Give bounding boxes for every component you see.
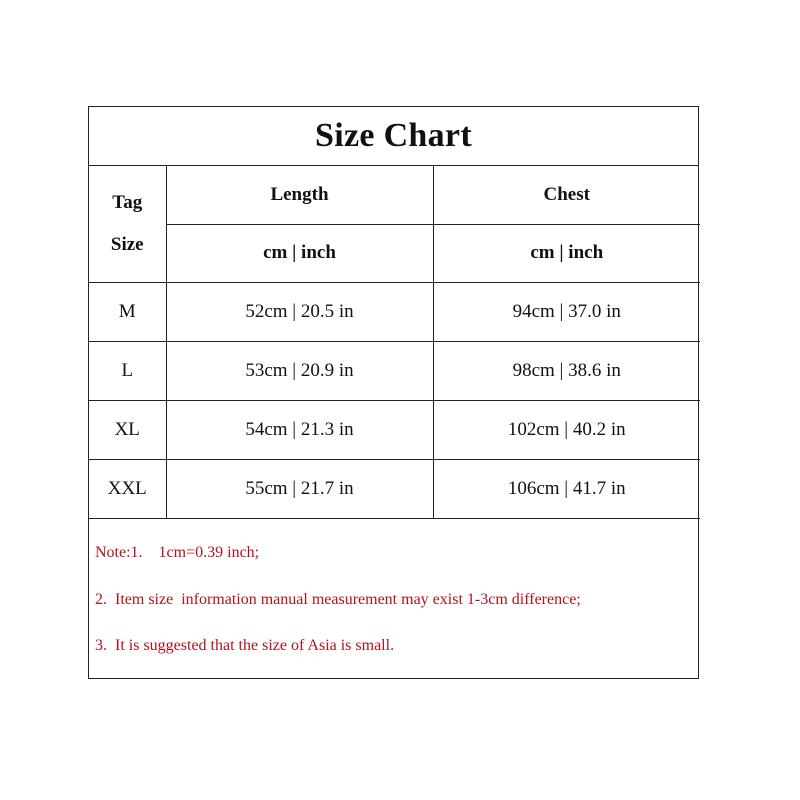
length-unit-header: cm | inch bbox=[166, 224, 433, 282]
chest-cell: 94cm | 37.0 in bbox=[433, 282, 700, 341]
size-label: Size bbox=[110, 233, 144, 255]
chart-title: Size Chart bbox=[89, 107, 698, 166]
table-row bbox=[89, 282, 700, 341]
length-cell: 55cm | 21.7 in bbox=[166, 459, 433, 518]
length-cell: 52cm | 20.5 in bbox=[166, 282, 433, 341]
size-cell: L bbox=[89, 341, 166, 400]
unit-row bbox=[89, 224, 700, 282]
chest-cell: 98cm | 38.6 in bbox=[433, 341, 700, 400]
chest-unit-header: cm | inch bbox=[433, 224, 700, 282]
note-line: 2. Item size information manual measurement may exist 1-3cm difference; bbox=[95, 591, 581, 608]
size-chart bbox=[88, 106, 699, 679]
table-row bbox=[89, 459, 700, 518]
size-cell: XXL bbox=[89, 459, 166, 518]
table-row bbox=[89, 400, 700, 459]
chest-cell: 106cm | 41.7 in bbox=[433, 459, 700, 518]
chest-header: Chest bbox=[433, 166, 700, 224]
size-cell: XL bbox=[89, 400, 166, 459]
note-line: Note:1. 1cm=0.39 inch; bbox=[95, 544, 260, 561]
length-cell: 53cm | 20.9 in bbox=[166, 341, 433, 400]
tag-size-header bbox=[89, 166, 166, 282]
header-row bbox=[89, 166, 700, 224]
size-cell: M bbox=[89, 282, 166, 341]
tag-label: Tag bbox=[112, 191, 143, 213]
notes-section bbox=[89, 520, 698, 678]
length-cell: 54cm | 21.3 in bbox=[166, 400, 433, 459]
length-header: Length bbox=[166, 166, 433, 224]
chest-cell: 102cm | 40.2 in bbox=[433, 400, 700, 459]
note-line: 3. It is suggested that the size of Asia is small. bbox=[95, 637, 395, 654]
table-row bbox=[89, 341, 700, 400]
size-table bbox=[89, 166, 700, 519]
